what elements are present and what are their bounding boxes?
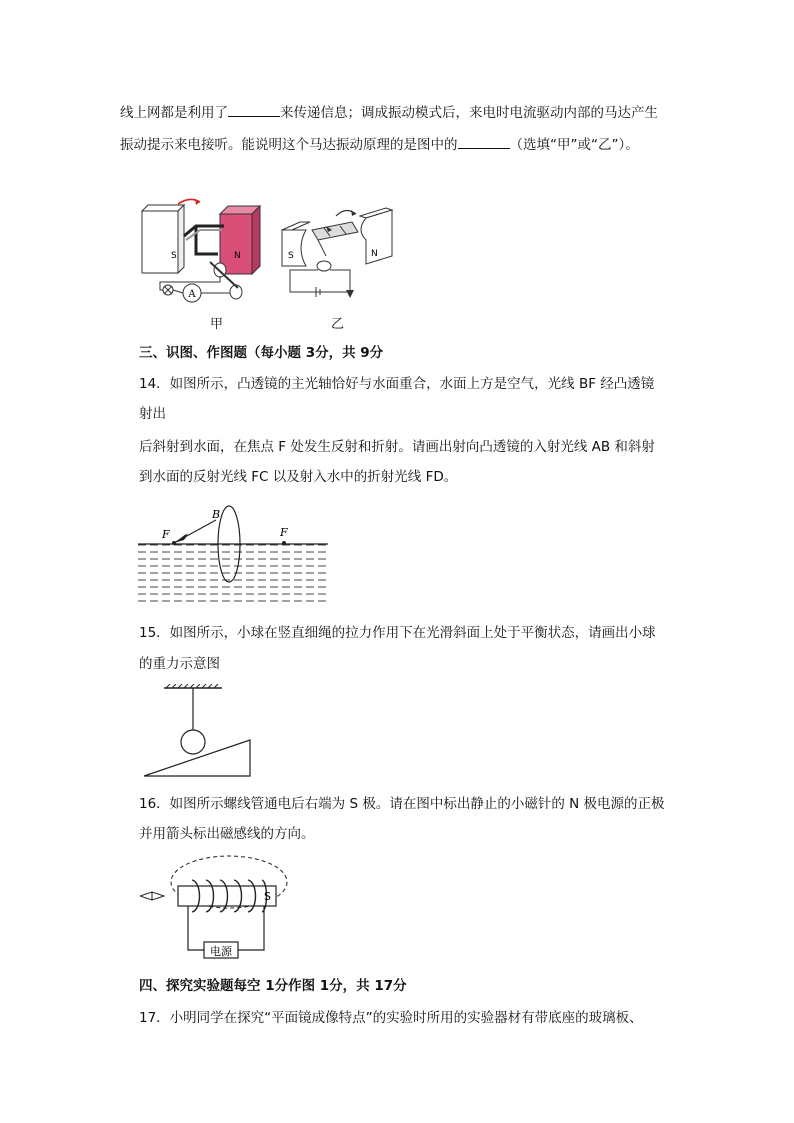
q17-line-1: 17．小明同学在探究“平面镜成像特点”的实验时所用的实验器材有带底座的玻璃板、 [139,1010,643,1026]
section-3-heading: 三、识图、作图题（每小题 3分，共 9分 [139,345,384,361]
q14-line-2: 射出 [139,406,166,422]
label-b: B [212,508,221,521]
jia-pole-n: N [234,251,241,261]
jia-pole-s: S [171,251,177,261]
q13-line2-text-a: 振动提示来电接听。能说明这个马达振动原理的是图中的 [120,137,458,153]
q14-line-3: 后斜射到水面，在焦点 F 处发生反射和折射。请画出射向凸透镜的入射光线 AB 和斜射 [139,439,655,455]
q15-line-2: 的重力示意图 [139,656,220,672]
q13-line2-text-b: （选填“甲”或“乙”）。 [509,137,639,153]
q14-line-1: 14．如图所示，凸透镜的主光轴恰好与水面重合，水面上方是空气，光线 BF 经凸透镜 [139,376,655,392]
power-supply-label: 电源 [210,945,232,958]
solenoid-pole-s: S [264,890,271,903]
yi-pole-s: S [288,251,294,261]
figure-yi-motor [280,200,396,304]
figure-convex-lens-water [138,500,330,608]
section-4-heading: 四、探究实验题每空 1分作图 1分，共 17分 [139,978,407,994]
q13-blank-2 [458,135,510,149]
q13-line-1 [120,103,658,122]
figure-ball-on-incline [140,684,254,780]
q13-line1-text-a: 线上网都是利用了 [120,105,228,121]
figure-solenoid [140,852,292,962]
yi-pole-n: N [371,249,378,259]
ammeter-label: A [188,289,196,300]
figure-yi-caption: 乙 [331,317,345,332]
q13-blank-1 [228,103,280,117]
q14-line-4: 到水面的反射光线 FC 以及射入水中的折射光线 FD。 [139,469,458,485]
label-f-left: F [162,528,170,541]
q16-line-1: 16．如图所示螺线管通电后右端为 S 极。请在图中标出静止的小磁针的 N 极电源的正极 [139,796,665,812]
q16-line-2: 并用箭头标出磁感线的方向。 [139,826,315,842]
figure-jia-generator [140,196,270,308]
label-f-right: F [280,526,288,539]
q13-line-2 [120,135,639,154]
q13-line1-text-b: 来传递信息；调成振动模式后，来电时电流驱动内部的马达产生 [280,105,658,121]
figure-jia-caption: 甲 [210,317,224,332]
q15-line-1: 15．如图所示，小球在竖直细绳的拉力作用下在光滑斜面上处于平衡状态，请画出小球 [139,625,656,641]
